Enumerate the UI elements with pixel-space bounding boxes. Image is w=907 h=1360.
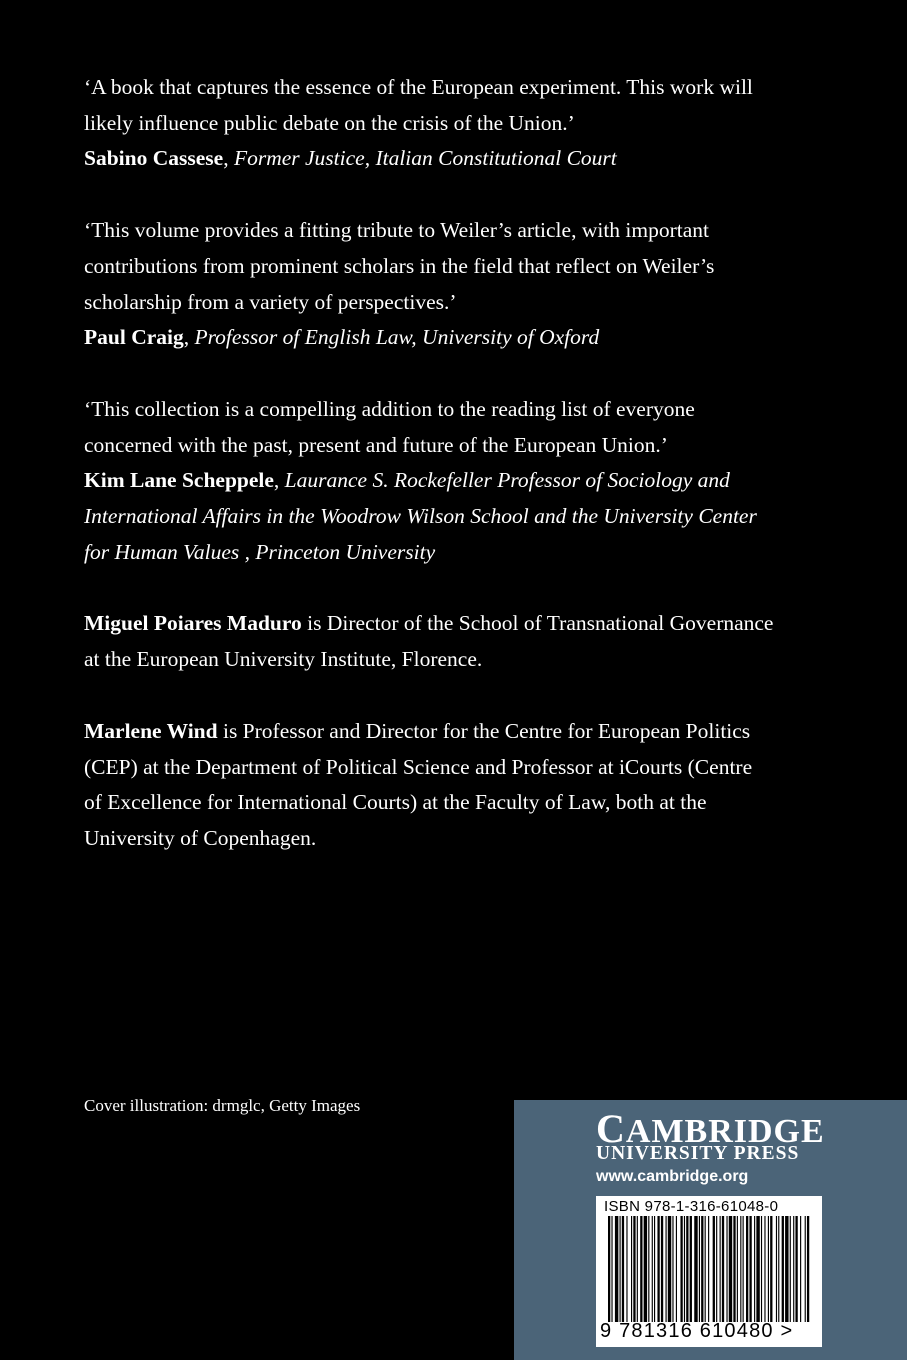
- quote-author: Sabino Cassese: [84, 146, 224, 171]
- barcode-bar: [620, 1216, 621, 1322]
- quote-role: Former Justice, Italian Constitutional Court: [233, 146, 617, 171]
- barcode-bar: [686, 1216, 688, 1322]
- publisher-press: UNIVERSITY PRESS: [596, 1143, 800, 1164]
- barcode-bar: [654, 1216, 655, 1322]
- barcode-bar: [793, 1216, 794, 1322]
- barcode-bar: [807, 1216, 809, 1322]
- barcode-bar: [666, 1216, 667, 1322]
- cover-credit: Cover illustration: drmglc, Getty Images: [84, 1096, 361, 1115]
- barcode-bar: [764, 1216, 765, 1322]
- bio-text: is Director of the School of Transnational Governance at the European University Institute, Florence.: [84, 611, 774, 672]
- barcode-bar: [726, 1216, 727, 1322]
- bio-name: Miguel Poiares Maduro: [84, 611, 302, 636]
- barcode-bar: [615, 1216, 618, 1322]
- barcode-bar: [676, 1216, 677, 1322]
- barcode-bar: [790, 1216, 791, 1322]
- barcode-bar: [690, 1216, 692, 1322]
- bio-text: is Professor and Director for the Centre for European Politics (CEP) at the Department of Political Science and Professor at iCourts (Centre of Excellence for International Courts) at the Faculty of Law, both at the University of Copenhagen.: [84, 718, 753, 850]
- quote-author: Kim Lane Scheppele: [84, 468, 274, 493]
- barcode-bar: [611, 1216, 612, 1322]
- barcode-bar: [694, 1216, 697, 1322]
- barcode-bar: [648, 1216, 649, 1322]
- barcode-bar: [716, 1216, 717, 1322]
- barcode-bar: [770, 1216, 772, 1322]
- quote-3: ‘This collection is a compelling addition to the reading list of everyone concerned with the past, present and future of the European Union.’ Kim Lane Scheppele, Laurance S. Rockefeller Professor of Sociology and International Affairs in the Woodrow Wilson School and the University Center for Human Values , Princeton University: [84, 396, 757, 564]
- quote-2: ‘This volume provides a fitting tribute to Weiler’s article, with important contributions from prominent scholars in the field that reflect on Weiler’s scholarship from a variety of perspectives.’ Paul Craig, Professor of English Law, University of Oxford: [84, 218, 715, 350]
- barcode-bar: [743, 1216, 744, 1322]
- quote-text: ‘This collection is a compelling addition to the reading list of everyone concerned with the past, present and future of the European Union.’: [84, 396, 695, 457]
- barcode-bar: [680, 1216, 682, 1322]
- bio-2: [84, 714, 774, 857]
- barcode-bar: [746, 1216, 748, 1322]
- barcode-bar: [776, 1216, 777, 1322]
- barcode-bar: [652, 1216, 653, 1322]
- quote-author: Paul Craig: [84, 325, 184, 350]
- back-cover-text: [84, 70, 774, 893]
- barcode-bar: [722, 1216, 724, 1322]
- barcode-bar: [672, 1216, 673, 1322]
- barcode-bar: [756, 1216, 759, 1322]
- barcode-bar: [805, 1216, 806, 1322]
- barcode-bar: [737, 1216, 738, 1322]
- barcode-bar: [754, 1216, 755, 1322]
- barcode-bar: [795, 1216, 797, 1322]
- barcode-bar: [782, 1216, 784, 1322]
- quote-text: ‘A book that captures the essence of the European experiment. This work will likely influence public debate on the crisis of the Union.’: [84, 75, 753, 135]
- quote-role: Laurance S. Rockefeller Professor of Sociology and International Affairs in the Woodrow Wilson School and the University Center for Human Values , Princeton University: [84, 468, 757, 564]
- barcode-bar: [768, 1216, 769, 1322]
- quote-1: ‘A book that captures the essence of the European experiment. This work will likely influence public debate on the crisis of the Union.’ Sabino Cassese, Former Justice, Italian Constitutional Court: [84, 75, 753, 171]
- barcode-bar: [631, 1216, 632, 1322]
- barcode-bar: [705, 1216, 706, 1322]
- barcode-bar: [640, 1216, 642, 1322]
- bio-name: Marlene Wind: [84, 718, 218, 743]
- barcode-bar: [701, 1216, 703, 1322]
- barcode-bar: [657, 1216, 659, 1322]
- barcode-bar: [684, 1216, 685, 1322]
- barcode-bar: [608, 1216, 610, 1322]
- publisher-name: CAMBRIDGE: [596, 1106, 825, 1151]
- bio-1: [84, 606, 774, 677]
- barcode-bar: [778, 1216, 779, 1322]
- barcode-bar: [740, 1216, 741, 1322]
- barcode-bar: [733, 1216, 735, 1322]
- barcode-bar: [622, 1216, 624, 1322]
- barcode-bar: [626, 1216, 627, 1322]
- publisher-panel: [514, 1100, 907, 1360]
- isbn-label: ISBN 978-1-316-61048-0: [604, 1198, 779, 1215]
- quote-role: Professor of English Law, University of Oxford: [194, 325, 600, 350]
- barcode-bar: [708, 1216, 709, 1322]
- barcode-digits: 9 781316 610480 >: [600, 1320, 794, 1342]
- barcode-bar: [800, 1216, 801, 1322]
- barcode-bar: [713, 1216, 715, 1322]
- quote-text: ‘This volume provides a fitting tribute to Weiler’s article, with important contributions from prominent scholars in the field that reflect on Weiler’s scholarship from a variety of perspectives.’: [84, 218, 715, 314]
- barcode-bar: [761, 1216, 762, 1322]
- barcode-bar: [749, 1216, 751, 1322]
- barcode-bars: [604, 1216, 814, 1322]
- publisher-url: www.cambridge.org: [596, 1168, 749, 1185]
- barcode-bar: [668, 1216, 671, 1322]
- barcode-bar: [637, 1216, 638, 1322]
- barcode-bar: [785, 1216, 788, 1322]
- barcode-bar: [661, 1216, 663, 1322]
- barcode-bar: [729, 1216, 732, 1322]
- barcode-bar: [720, 1216, 721, 1322]
- barcode-bar: [633, 1216, 635, 1322]
- barcode-bar: [644, 1216, 647, 1322]
- barcode: [596, 1196, 822, 1347]
- barcode-bar: [699, 1216, 700, 1322]
